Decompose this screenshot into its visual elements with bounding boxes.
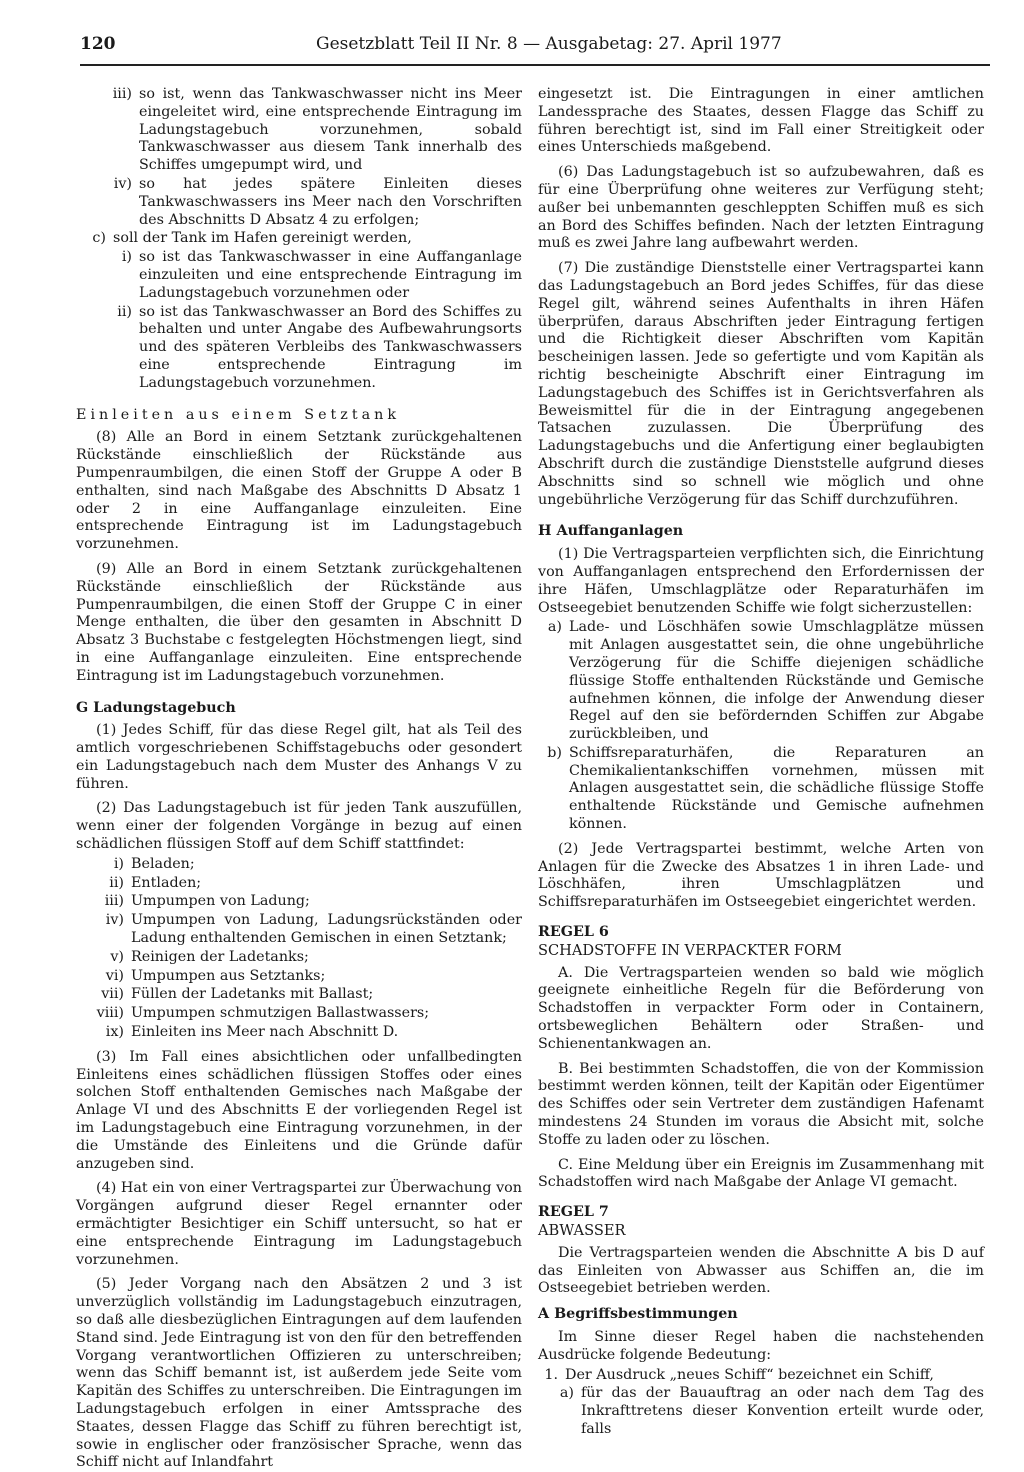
operations-list bbox=[76, 856, 522, 1042]
item-text: Füllen der Ladetanks mit Ballast; bbox=[131, 986, 374, 1003]
list-item bbox=[538, 1367, 984, 1385]
setztank-heading: Einleiten aus einem Setztank bbox=[76, 406, 400, 423]
item-label: ix) bbox=[105, 1024, 124, 1041]
list-item bbox=[80, 949, 522, 967]
item-text: Umpumpen von Ladung, Ladungsrückständen oder Ladung enthaltenden Gemischen in einen Setztank; bbox=[131, 912, 522, 947]
list-item bbox=[538, 619, 984, 744]
list-item bbox=[96, 304, 522, 393]
paragraph-9: (9) Alle an Bord in einem Setztank zurückgehaltenen Rückstände einschließlich der Rückstände aus Pumpenraumbilgen, die einen Stoff der Gruppe C in einer Menge enthalten, die über den gesamten in Abschnitt D Absatz 3 Buchstabe c festgelegten Höchstmengen liegt, sind in eine Auffanganlage einzuleiten. Eine entsprechende Eintragung ist im Ladungstagebuch vorzunehmen. bbox=[76, 560, 522, 684]
paragraph-g6: (6) Das Ladungstagebuch ist so aufzubewahren, daß es für eine Überprüfung ohne weiteres zur Verfügung steht; außer bei unbemannten geschleppten Schiffen muß es sich an Bord des Schiffes befinden. Nach der letzten Eintragung muß es zwei Jahre lang aufbewahrt werden. bbox=[538, 164, 984, 252]
paragraph-a-intro: Im Sinne dieser Regel haben die nachstehenden Ausdrücke folgende Bedeutung: bbox=[538, 1329, 984, 1363]
item-text: Der Ausdruck „neues Schiff“ bezeichnet ein Schiff, bbox=[565, 1366, 934, 1383]
paragraph-r7: Die Vertragsparteien wenden die Abschnitte A bis D auf das Einleiten von Abwasser aus Schiffen an, die im Ostseegebiet betrieben werden. bbox=[538, 1244, 984, 1297]
item-text: so ist das Tankwaschwasser in eine Auffanganlage einzuleiten und eine entsprechende Eintragung im Ladungstagebuch vorzunehmen oder bbox=[139, 249, 522, 301]
list-item bbox=[80, 856, 522, 874]
item-label: ii) bbox=[109, 874, 124, 891]
section-g-heading: G Ladungstagebuch bbox=[76, 699, 236, 716]
item-label: i) bbox=[113, 855, 124, 872]
regel-7-heading: REGEL 7 bbox=[538, 1204, 609, 1221]
section-a-heading: A Begriffsbestimmungen bbox=[538, 1306, 738, 1323]
item-text: für das der Bauauftrag an oder nach dem Tag des Inkrafttretens dieser Konvention erteilt wurde oder, falls bbox=[581, 1385, 984, 1437]
list-item bbox=[548, 1385, 984, 1438]
list-item bbox=[80, 893, 522, 911]
regel-6-title: SCHADSTOFFE IN VERPACKTER FORM bbox=[538, 941, 842, 959]
list-item bbox=[80, 1005, 522, 1023]
paragraph-g1: (1) Jedes Schiff, für das diese Regel gilt, hat als Teil des amtlich vorgeschriebenen Schiffstagebuchs oder gesondert ein Ladungstagebuch nach dem Muster des Anhangs V zu führen. bbox=[76, 722, 522, 792]
page-number: 120 bbox=[80, 34, 116, 54]
item-label: iv) bbox=[105, 912, 124, 929]
section-h-heading: H Auffanganlagen bbox=[538, 523, 684, 540]
paragraph-g7: (7) Die zuständige Dienststelle einer Vertragspartei kann das Ladungstagebuch an Bord jedes Schiffes, für das diese Regel gilt, während seines Aufenthalts in ihren Häfen überprüfen, daraus Abschriften jeder Eintragung fertigen und die Richtigkeit dieser Abschriften vom Kapitän bescheinigen lassen. Jede so gefertigte und vom Kapitän als richtig bescheinigte Abschrift einer Eintragung im Ladungstagebuch des Schiffes ist in Gerichtsverfahren als Beweismittel für die in der Eintragung angegebenen Tatsachen zuzulassen. Die Überprüfung des Ladungstagebuchs und die Anfertigung einer beglaubigten Abschrift durch die zuständige Dienststelle aufgrund dieses Abschnitts sind so schnell wie möglich und ohne ungebührliche Verzögerung für das Schiff durchzuführen. bbox=[538, 260, 984, 508]
item-label: ii) bbox=[117, 303, 132, 320]
item-text: Umpumpen aus Setztanks; bbox=[131, 967, 326, 984]
item-text: Reinigen der Ladetanks; bbox=[131, 948, 309, 965]
list-item bbox=[76, 230, 522, 248]
item-text: Umpumpen von Ladung; bbox=[131, 893, 310, 910]
item-text: so ist, wenn das Tankwaschwasser nicht ins Meer eingeleitet wird, eine entsprechende Eintragung im Ladungstagebuch vorzunehmen, sobald Tankwaschwasser aus diesem Tank innerhalb des Schiffes umgepumpt wird, und bbox=[139, 86, 522, 174]
item-text: Beladen; bbox=[131, 855, 195, 872]
regel-6-heading: REGEL 6 bbox=[538, 924, 609, 941]
item-label: iii) bbox=[112, 86, 132, 102]
item-text: so hat jedes spätere Einleiten dieses Tankwaschwassers ins Meer nach den Vorschriften des Abschnitts D Absatz 4 zu erfolgen; bbox=[139, 175, 522, 228]
paragraph-h2: (2) Jede Vertragspartei bestimmt, welche Arten von Anlagen für die Zwecke des Absatzes 1 in ihren Lade- und Löschhäfen, ihren Umschlagplätzen und Schiffsreparaturhäfen im Ostseegebiet eingerichtet werden. bbox=[538, 840, 984, 911]
list-item bbox=[80, 986, 522, 1004]
list-item bbox=[80, 968, 522, 986]
list-item bbox=[96, 176, 522, 229]
left-column bbox=[76, 86, 522, 1471]
item-label: iii) bbox=[104, 893, 124, 910]
item-label: b) bbox=[547, 744, 562, 761]
item-label: 1. bbox=[544, 1366, 558, 1383]
item-text: Schiffsreparaturhäfen, die Reparaturen an Chemikalientankschiffen vornehmen, müssen mit Anlagen ausgestattet sein, die schädliche flüssige Stoffe enthaltende Rückstände und Gemische aufnehmen können. bbox=[569, 744, 984, 833]
item-label: vi) bbox=[105, 967, 124, 984]
paragraph-continuation: eingesetzt ist. Die Eintragungen in einer amtlichen Landessprache des Staates, dessen Flagge das Schiff zu führen berechtigt ist, sind im Fall einer Streitigkeit oder eines Unterschieds maßgebend. bbox=[538, 86, 984, 156]
item-label: iv) bbox=[113, 175, 132, 192]
paragraph-g5: (5) Jeder Vorgang nach den Absätzen 2 und 3 ist unverzüglich vollständig im Ladungstagebuch einzutragen, so daß alle diesbezüglichen Eintragungen auf dem laufenden Stand sind. Jede Eintragung ist von den für den betreffenden Vorgang verantwortlichen Offizieren zu unterschreiben; wenn das Schiff bemannt ist, ist außerdem jede Seite vom Kapitän des Schiffes zu unterschreiben. Die Eintragungen im Ladungstagebuch erfolgen in einer Amtssprache des Staates, dessen Flagge das Schiff zu führen berechtigt ist, sowie in englischer oder französischer Sprache, wenn das Schiff nicht auf Inlandfahrt bbox=[76, 1276, 522, 1471]
list-item bbox=[538, 745, 984, 834]
paragraph-r6c: C. Eine Meldung über ein Ereignis im Zusammenhang mit Schadstoffen wird nach Maßgabe der Anlage VI gemacht. bbox=[538, 1156, 984, 1191]
paragraph-r6a: A. Die Vertragsparteien wenden so bald wie möglich geeignete einheitliche Regeln für die Beförderung von Schadstoffen in verpackter Form oder in Containern, ortsbeweglichen Behältern oder Straßen- und Schienentankwagen an. bbox=[538, 964, 984, 1052]
item-label: i) bbox=[121, 249, 132, 266]
header-divider bbox=[80, 64, 990, 66]
list-item bbox=[80, 912, 522, 948]
item-label: c) bbox=[92, 230, 106, 247]
item-label: v) bbox=[110, 948, 124, 965]
page-header bbox=[80, 34, 990, 62]
paragraph-g2: (2) Das Ladungstagebuch ist für jeden Tank auszufüllen, wenn einer der folgenden Vorgänge in bezug auf einen schädlichen flüssigen Stoff auf dem Schiff stattfindet: bbox=[76, 800, 522, 853]
paragraph-h1: (1) Die Vertragsparteien verpflichten sich, die Einrichtung von Auffanganlagen entsprechend den Erfordernissen der ihre Häfen, Umschlagplätze oder Reparaturhäfen im Ostseegebiet benutzenden Schiffe wie folgt sicherzustellen: bbox=[538, 546, 984, 616]
list-item bbox=[80, 1024, 522, 1042]
regel-7-title: ABWASSER bbox=[538, 1222, 626, 1240]
item-text: soll der Tank im Hafen gereinigt werden, bbox=[113, 230, 412, 247]
paragraph-g3: (3) Im Fall eines absichtlichen oder unfallbedingten Einleitens eines schädlichen flüssigen Stoffes oder eines solchen Stoff enthaltenden Gemisches nach Maßgabe der Anlage VI und des Abschnitts E der vorliegenden Regel ist im Ladungstagebuch eine Eintragung vorzunehmen, in der die Umstände des Einleitens und die Gründe dafür anzugeben sind. bbox=[76, 1048, 522, 1172]
item-label: a) bbox=[559, 1385, 574, 1402]
item-text: Lade- und Löschhäfen sowie Umschlagplätze müssen mit Anlagen ausgestattet sein, die ohne ungebührliche Verzögerung für die Schiffe diejenigen schädliche flüssige Stoffe enthaltenden Rückstände und Gemische aufnehmen können, die infolge der Anwendung dieser Regel auf den sie befördernden Schiffen zur Abgabe zurückbleiben, und bbox=[569, 619, 984, 743]
paragraph-8: (8) Alle an Bord in einem Setztank zurückgehaltenen Rückstände einschließlich der Rückstände aus Pumpenraumbilgen, die einen Stoff der Gruppe A oder B enthalten, sind nach Maßgabe des Abschnitts D Absatz 1 oder 2 in eine Auffanganlage einzuleiten. Eine entsprechende Eintragung ist im Ladungstagebuch vorzunehmen. bbox=[76, 429, 522, 553]
item-label: vii) bbox=[101, 986, 124, 1003]
item-text: Einleiten ins Meer nach Abschnitt D. bbox=[131, 1024, 399, 1041]
item-label: a) bbox=[547, 619, 562, 636]
item-text: so ist das Tankwaschwasser an Bord des Schiffes zu behalten und unter Angabe des Aufbewahrungsorts und des späteren Verbleibs des Tankwaschwassers eine entsprechende Eintragung im Ladungstagebuch vorzunehmen. bbox=[139, 303, 522, 391]
gazette-title: Gesetzblatt Teil II Nr. 8 — Ausgabetag: 27. April 1977 bbox=[316, 34, 782, 54]
list-item bbox=[80, 875, 522, 893]
item-text: Umpumpen schmutzigen Ballastwassers; bbox=[131, 1005, 430, 1022]
right-column bbox=[538, 86, 984, 1437]
item-label: viii) bbox=[96, 1005, 124, 1022]
list-item bbox=[96, 249, 522, 302]
paragraph-r6b: B. Bei bestimmten Schadstoffen, die von der Kommission bestimmt werden können, teilt der Kapitän oder Eigentümer des Schiffes oder sein Vertreter dem zuständigen Hafenamt mindestens 24 Stunden im voraus die Absicht mit, solche Stoffe zu laden oder zu löschen. bbox=[538, 1060, 984, 1148]
list-item bbox=[96, 86, 522, 175]
item-text: Entladen; bbox=[131, 874, 202, 891]
paragraph-g4: (4) Hat ein von einer Vertragspartei zur Überwachung von Vorgängen aufgrund dieser Regel ernannter oder ermächtigter Besichtiger ein Schiff untersucht, so hat er eine entsprechende Eintragung im Ladungstagebuch vorzunehmen. bbox=[76, 1180, 522, 1268]
